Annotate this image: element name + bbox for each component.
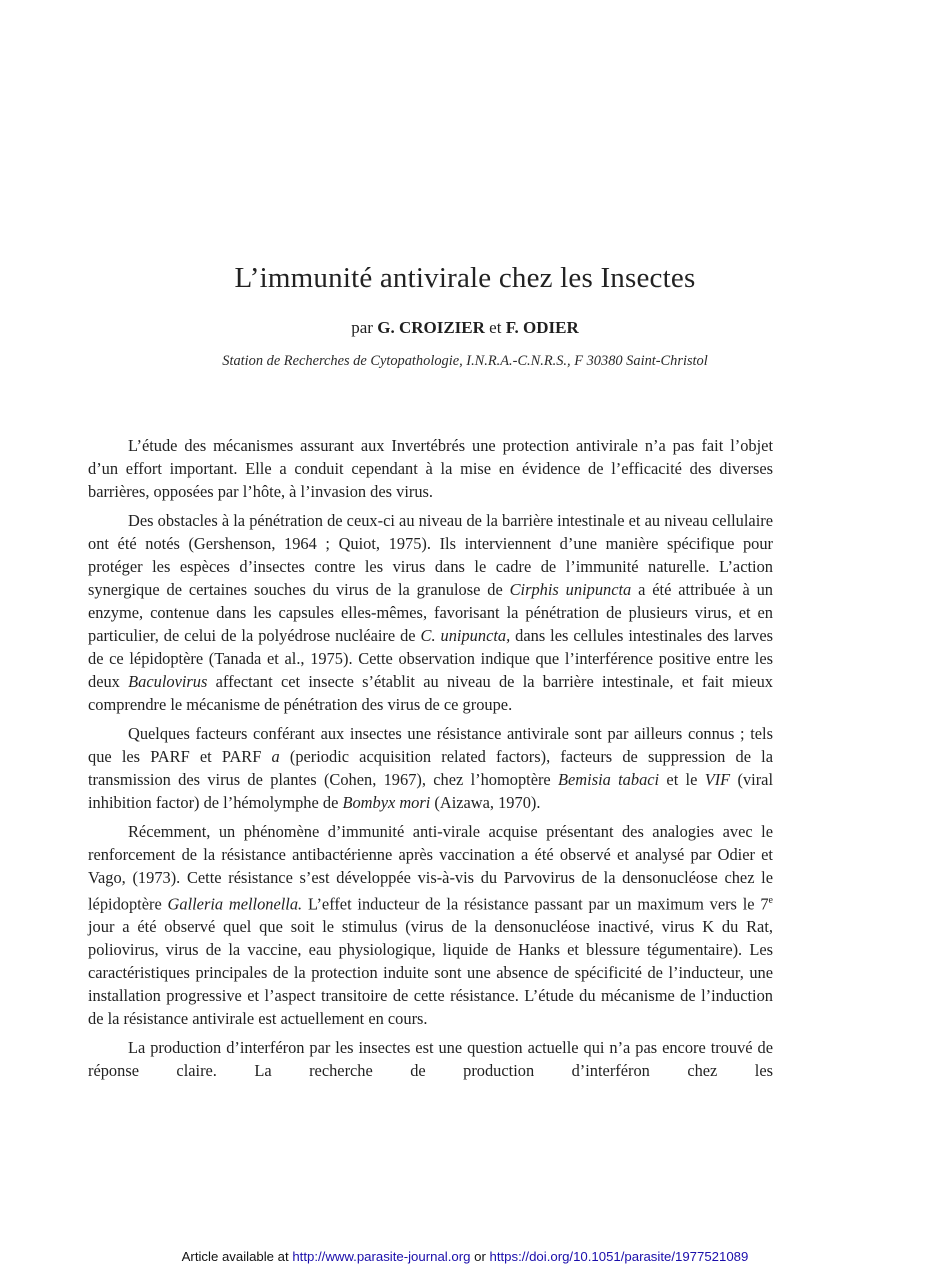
- article-footer: [0, 1249, 930, 1264]
- authors-line: [0, 318, 930, 338]
- species-name: Cirphis unipuncta: [509, 580, 632, 599]
- paragraph: [88, 509, 773, 716]
- genus-name: Baculovirus: [128, 672, 208, 691]
- footer-prefix: Article available at: [181, 1249, 293, 1264]
- paragraph: La production d’interféron par les insectes est une question actuelle qui n’a pas encore trouvé de réponse claire. La recherche de production d’interféron chez les: [88, 1038, 773, 1081]
- text-run: (viral inhibition factor) de l’hémolymphe de: [88, 770, 773, 812]
- species-name: C. unipuncta,: [420, 626, 511, 645]
- text-run: Quelques facteurs conférant aux insectes une résistance antivirale sont par ailleurs connus ; tels que les PARF et PARF: [88, 724, 773, 766]
- text-run: et le: [659, 770, 705, 789]
- authors-prefix: par: [351, 318, 378, 337]
- text-run: L’effet inducteur de la résistance passant par un maximum vers le 7: [302, 894, 769, 914]
- text-run: (periodic acquisition related factors), facteurs de suppression de la transmission des virus de plantes (Cohen, 1967), chez l’homoptère: [88, 747, 773, 789]
- species-name: Bemisia tabaci: [558, 770, 660, 789]
- text-run: a été attribuée à un enzyme, contenue dans les capsules elles-mêmes, favorisant la pénétration de plusieurs virus, et en particulier, de celui de la polyédrose nucléaire de: [88, 580, 773, 645]
- doi-link[interactable]: https://doi.org/10.1051/parasite/1977521089: [489, 1249, 749, 1264]
- species-name: Bombyx mori: [342, 793, 431, 812]
- paragraph: [88, 820, 773, 1030]
- italic-term: VIF: [704, 770, 731, 789]
- paragraph: [88, 722, 773, 814]
- journal-link[interactable]: http://www.parasite-journal.org: [292, 1249, 471, 1264]
- text-run: dans les cellules intestinales des larves de ce lépidoptère (Tanada et al., 1975). Cette observation indique que l’interférence positive entre les deux: [88, 626, 774, 691]
- text-run: Des obstacles à la pénétration de ceux-ci au niveau de la barrière intestinale et au niveau cellulaire ont été notés (Gershenson, 1964 ; Quiot, 1975). Ils interviennent d’une manière spécifique pour protéger les espèces d’insectes contre les virus dans le cadre de l’immunité naturelle. L’action synergique de certaines souches du virus de la granulose de: [88, 511, 773, 599]
- author-name: F. ODIER: [505, 318, 579, 337]
- species-name: Galleria mellonella.: [167, 894, 303, 914]
- paragraph: L’étude des mécanismes assurant aux Invertébrés une protection antivirale n’a pas fait l’objet d’un effort important. Elle a conduit cependant à la mise en évidence de l’efficacité des diverses barrières, opposées par l’hôte, à l’invasion des virus.: [88, 436, 773, 501]
- footer-separator: or: [470, 1249, 490, 1264]
- text-run: Récemment, un phénomène d’immunité anti-virale acquise présentant des analogies avec le renforcement de la résistance antibactérienne après vaccination a été observé et analysé par Odier et Vago, (1973). Cette résistance s’est développée vis-à-vis du Parvovirus de la densonucléose chez le lépidoptère: [88, 822, 773, 914]
- author-name: G. CROIZIER: [377, 318, 485, 337]
- italic-term: a: [271, 747, 280, 766]
- text-run: jour a été observé quel que soit le stimulus (virus de la densonucléose inactivé, virus K du Rat, poliovirus, virus de la vaccine, eau physiologique, liquide de Hanks et blessure tégumentaire). Les caractéristiques principales de la protection induite sont une absence de spécificité de l’inducteur, une installation progressive et l’aspect transitoire de cette résistance. L’étude du mécanisme de l’induction de la résistance antivirale est actuellement en cours.: [88, 917, 773, 1029]
- ordinal-superscript: e: [768, 895, 773, 906]
- article-body: [88, 434, 773, 1088]
- text-run: affectant cet insecte s’établit au niveau de la barrière intestinale, et fait mieux comprendre le mécanisme de pénétration des virus de ce groupe.: [88, 672, 773, 714]
- authors-separator: et: [484, 318, 506, 337]
- text-run: (Aizawa, 1970).: [430, 793, 541, 812]
- affiliation: Station de Recherches de Cytopathologie, I.N.R.A.-C.N.R.S., F 30380 Saint-Christol: [222, 353, 708, 369]
- article-title: L’immunité antivirale chez les Insectes: [234, 262, 696, 294]
